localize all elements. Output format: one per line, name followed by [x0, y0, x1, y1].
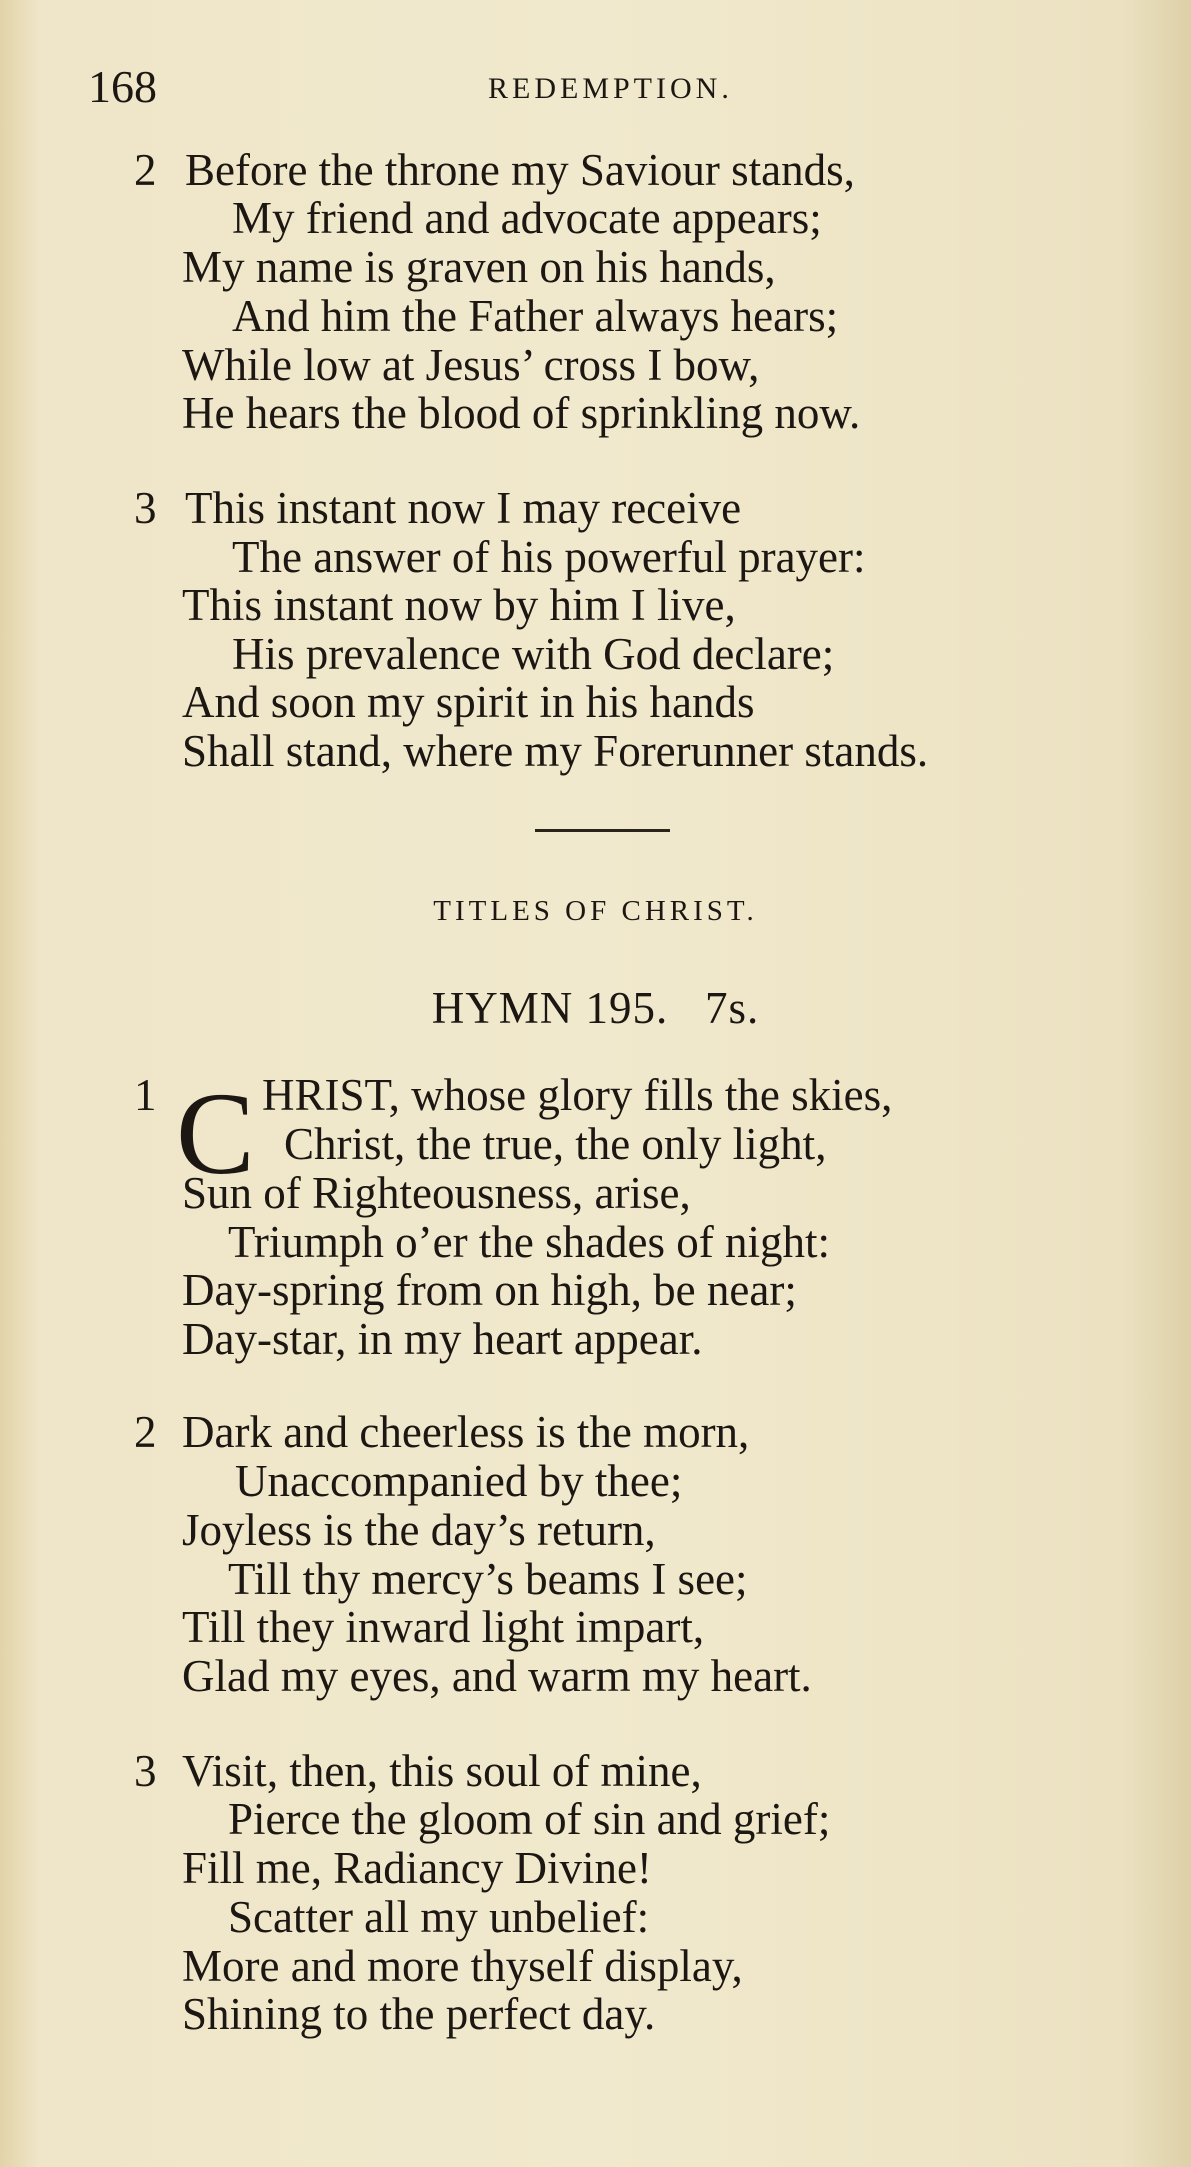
verse-line: Sun of Righteousness, arise,	[182, 1168, 691, 1218]
verse-line: The answer of his powerful prayer:	[232, 532, 866, 582]
stanza-number: 3	[134, 483, 157, 533]
stanza-number: 2	[134, 1407, 157, 1457]
verse-line: Till they inward light impart,	[182, 1602, 705, 1652]
stanza-number: 2	[134, 145, 157, 195]
verse-line: Dark and cheerless is the morn,	[182, 1407, 750, 1457]
verse-line: While low at Jesus’ cross I bow,	[182, 340, 760, 390]
section-title: TITLES OF CHRIST.	[433, 895, 758, 927]
verse-line: Fill me, Radiancy Divine!	[182, 1843, 652, 1893]
verse-line: Pierce the gloom of sin and grief;	[228, 1794, 831, 1844]
verse-line: Triumph o’er the shades of night:	[228, 1217, 831, 1267]
verse-line: He hears the blood of sprinkling now.	[182, 388, 861, 438]
verse-line: Shall stand, where my Forerunner stands.	[182, 726, 929, 776]
verse-line: This instant now I may receive	[185, 483, 742, 533]
verse-line: More and more thyself display,	[182, 1941, 743, 1991]
page-number: 168	[88, 61, 157, 112]
verse-line: Unaccompanied by thee;	[235, 1456, 683, 1506]
running-head-title: REDEMPTION.	[488, 72, 733, 105]
running-header	[0, 60, 1191, 120]
stanza-number: 3	[134, 1746, 157, 1796]
verse-line: Before the throne my Saviour stands,	[185, 145, 855, 195]
verse-line: Scatter all my unbelief:	[228, 1892, 650, 1942]
verse-line: Christ, the true, the only light,	[284, 1119, 827, 1169]
verse-line: Day-star, in my heart appear.	[182, 1314, 703, 1364]
verse-line: Till thy mercy’s beams I see;	[228, 1554, 748, 1604]
verse-line: My friend and advocate appears;	[232, 193, 822, 243]
verse-line: Joyless is the day’s return,	[182, 1505, 656, 1555]
hymn-title: HYMN 195. 7s.	[431, 983, 760, 1033]
verse-line: Shining to the perfect day.	[182, 1989, 656, 2039]
stanza-number: 1	[134, 1070, 157, 1120]
verse-line: Day-spring from on high, be near;	[182, 1265, 797, 1315]
verse-line: HRIST, whose glory fills the skies,	[262, 1070, 893, 1120]
drop-cap: C	[176, 1068, 255, 1199]
verse-line: And soon my spirit in his hands	[182, 677, 755, 727]
section-divider	[535, 829, 670, 832]
verse-line: My name is graven on his hands,	[182, 242, 776, 292]
verse-line: His prevalence with God declare;	[232, 629, 835, 679]
verse-line: Glad my eyes, and warm my heart.	[182, 1651, 812, 1701]
verse-line: Visit, then, this soul of mine,	[182, 1746, 702, 1796]
verse-line: This instant now by him I live,	[182, 580, 736, 630]
verse-line: And him the Father always hears;	[232, 291, 839, 341]
